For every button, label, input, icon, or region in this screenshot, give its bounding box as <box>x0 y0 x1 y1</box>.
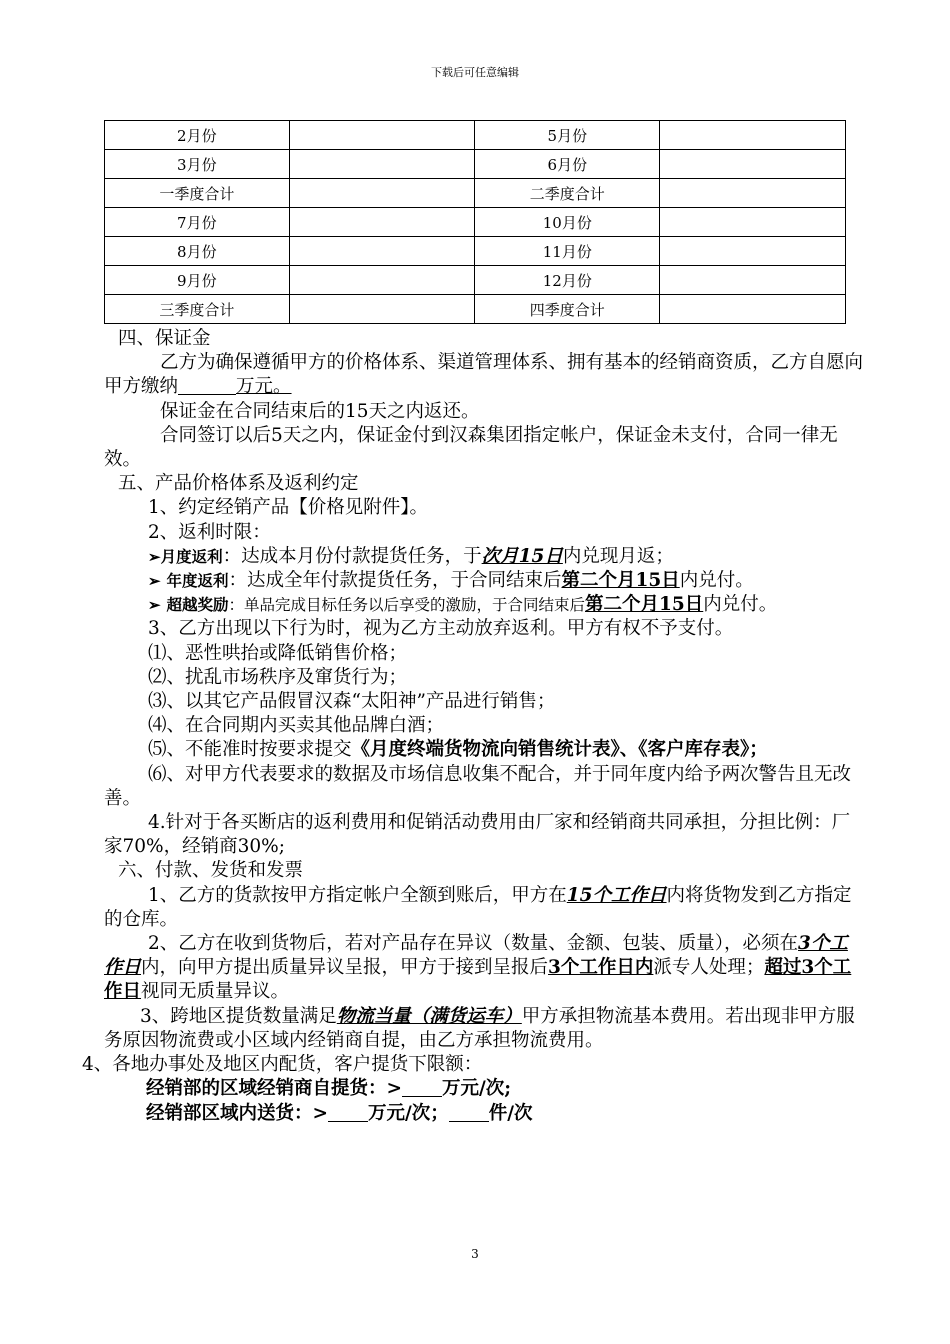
amount-blank <box>178 376 236 395</box>
contract-body <box>82 327 864 1126</box>
bullet-excess-reward: ➢ 超越奖励：单品完成目标任务以后享受的激励，于合同结束后第二个月15日内兑付。 <box>148 594 778 616</box>
period-label: 二季度合计 <box>475 179 660 208</box>
period-label: 7月份 <box>105 208 290 237</box>
paragraph: 乙方为确保遵循甲方的价格体系、渠道管理体系、拥有基本的经销商资质，乙方自愿向甲方缴纳 万元。 <box>104 352 864 398</box>
table-row <box>105 150 846 179</box>
target-value-cell <box>289 266 475 295</box>
paragraph: 保证金在合同结束后的15天之内返还。 <box>160 400 480 422</box>
target-value-cell <box>289 179 475 208</box>
target-value-cell <box>660 150 846 179</box>
pickup-minimum-line: 经销部的区域经销商自提货：> 万元/次; <box>146 1078 512 1100</box>
target-value-cell <box>660 295 846 324</box>
arrow-bullet-icon: ➢ <box>148 596 161 615</box>
list-item: 2、返利时限： <box>148 521 271 543</box>
paragraph: 2、乙方在收到货物后，若对产品存在异议（数量、金额、包装、质量），必须在3个工作日内，向甲方提出质量异议呈报，甲方于接到呈报后3个工作日内派专人处理；超过3个工作日视同无质量异议。 <box>104 933 852 1003</box>
sub-item: ⑷、在合同期内买卖其他品牌白酒； <box>148 715 445 737</box>
list-item: 3、乙方出现以下行为时，视为乙方主动放弃返利。甲方有权不予支付。 <box>148 618 734 640</box>
period-label: 6月份 <box>475 150 660 179</box>
sub-item: ⑴、恶性哄抬或降低销售价格； <box>148 642 408 664</box>
sub-item: ⑸、不能准时按要求提交《月度终端货物流向销售统计表》、《客户库存表》； <box>148 739 768 761</box>
target-value-cell <box>289 237 475 266</box>
target-value-cell <box>660 121 846 150</box>
period-label: 11月份 <box>475 237 660 266</box>
bullet-monthly-rebate: ➢月度返利：达成本月份付款提货任务，于次月15日内兑现月返； <box>148 545 674 567</box>
arrow-bullet-icon: ➢ <box>148 572 161 591</box>
table-row <box>105 266 846 295</box>
period-label: 三季度合计 <box>105 295 290 324</box>
paragraph: 合同签订以后5天之内，保证金付到汉森集团指定帐户，保证金未支付，合同一律无效。 <box>104 424 838 471</box>
period-label: 12月份 <box>475 266 660 295</box>
list-item: 1、约定经销产品【价格见附件】。 <box>148 497 429 519</box>
period-label: 5月份 <box>475 121 660 150</box>
target-value-cell <box>660 237 846 266</box>
table-row <box>105 295 846 324</box>
amount-blank <box>402 1078 442 1097</box>
target-value-cell <box>660 266 846 295</box>
section-heading-pricing: 五、产品价格体系及返利约定 <box>118 473 359 495</box>
bullet-annual-rebate: ➢ 年度返利：达成全年付款提货任务，于合同结束后第二个月15日内兑付。 <box>148 570 754 592</box>
quarterly-target-table <box>104 120 846 324</box>
table-row <box>105 121 846 150</box>
list-item: 4.针对于各买断店的返利费用和促销活动费用由厂家和经销商共同承担，分担比例：厂家70%，经销商30%; <box>104 812 851 858</box>
target-value-cell <box>289 121 475 150</box>
section-heading-deposit: 四、保证金 <box>118 328 211 349</box>
section-heading-payment: 六、付款、发货和发票 <box>118 860 304 882</box>
arrow-bullet-icon: ➢ <box>148 547 161 566</box>
target-value-cell <box>660 208 846 237</box>
target-value-cell <box>289 150 475 179</box>
page-number: 3 <box>471 1247 479 1261</box>
period-label: 10月份 <box>475 208 660 237</box>
period-label: 四季度合计 <box>475 295 660 324</box>
sub-item: ⑹、对甲方代表要求的数据及市场信息收集不配合，并于同年度内给予两次警告且无改善。 <box>104 763 852 809</box>
table-row <box>105 208 846 237</box>
paragraph: 3、跨地区提货数量满足物流当量（满货运车）甲方承担物流基本费用。若出现非甲方服务原因物流费或小区域内经销商自提，由乙方承担物流费用。 <box>104 1005 855 1051</box>
page-header: 下载后可任意编辑 <box>431 66 519 79</box>
period-label: 2月份 <box>105 121 290 150</box>
target-value-cell <box>660 179 846 208</box>
paragraph: 4、各地办事处及地区内配货，客户提货下限额： <box>82 1054 483 1076</box>
period-label: 9月份 <box>105 266 290 295</box>
target-value-cell <box>289 295 475 324</box>
delivery-minimum-line: 经销部区域内送货：> 万元/次； 件/次 <box>146 1102 533 1124</box>
quantity-blank <box>449 1103 489 1122</box>
sub-item: ⑶、以其它产品假冒汉森“太阳神”产品进行销售； <box>148 691 556 713</box>
amount-blank <box>328 1103 368 1122</box>
target-value-cell <box>289 208 475 237</box>
table-row <box>105 237 846 266</box>
paragraph: 1、乙方的货款按甲方指定帐户全额到账后，甲方在15个工作日内将货物发到乙方指定的仓库。 <box>104 884 852 930</box>
sub-item: ⑵、扰乱市场秩序及窜货行为； <box>148 666 408 688</box>
period-label: 3月份 <box>105 150 290 179</box>
period-label: 一季度合计 <box>105 179 290 208</box>
period-label: 8月份 <box>105 237 290 266</box>
table-row <box>105 179 846 208</box>
